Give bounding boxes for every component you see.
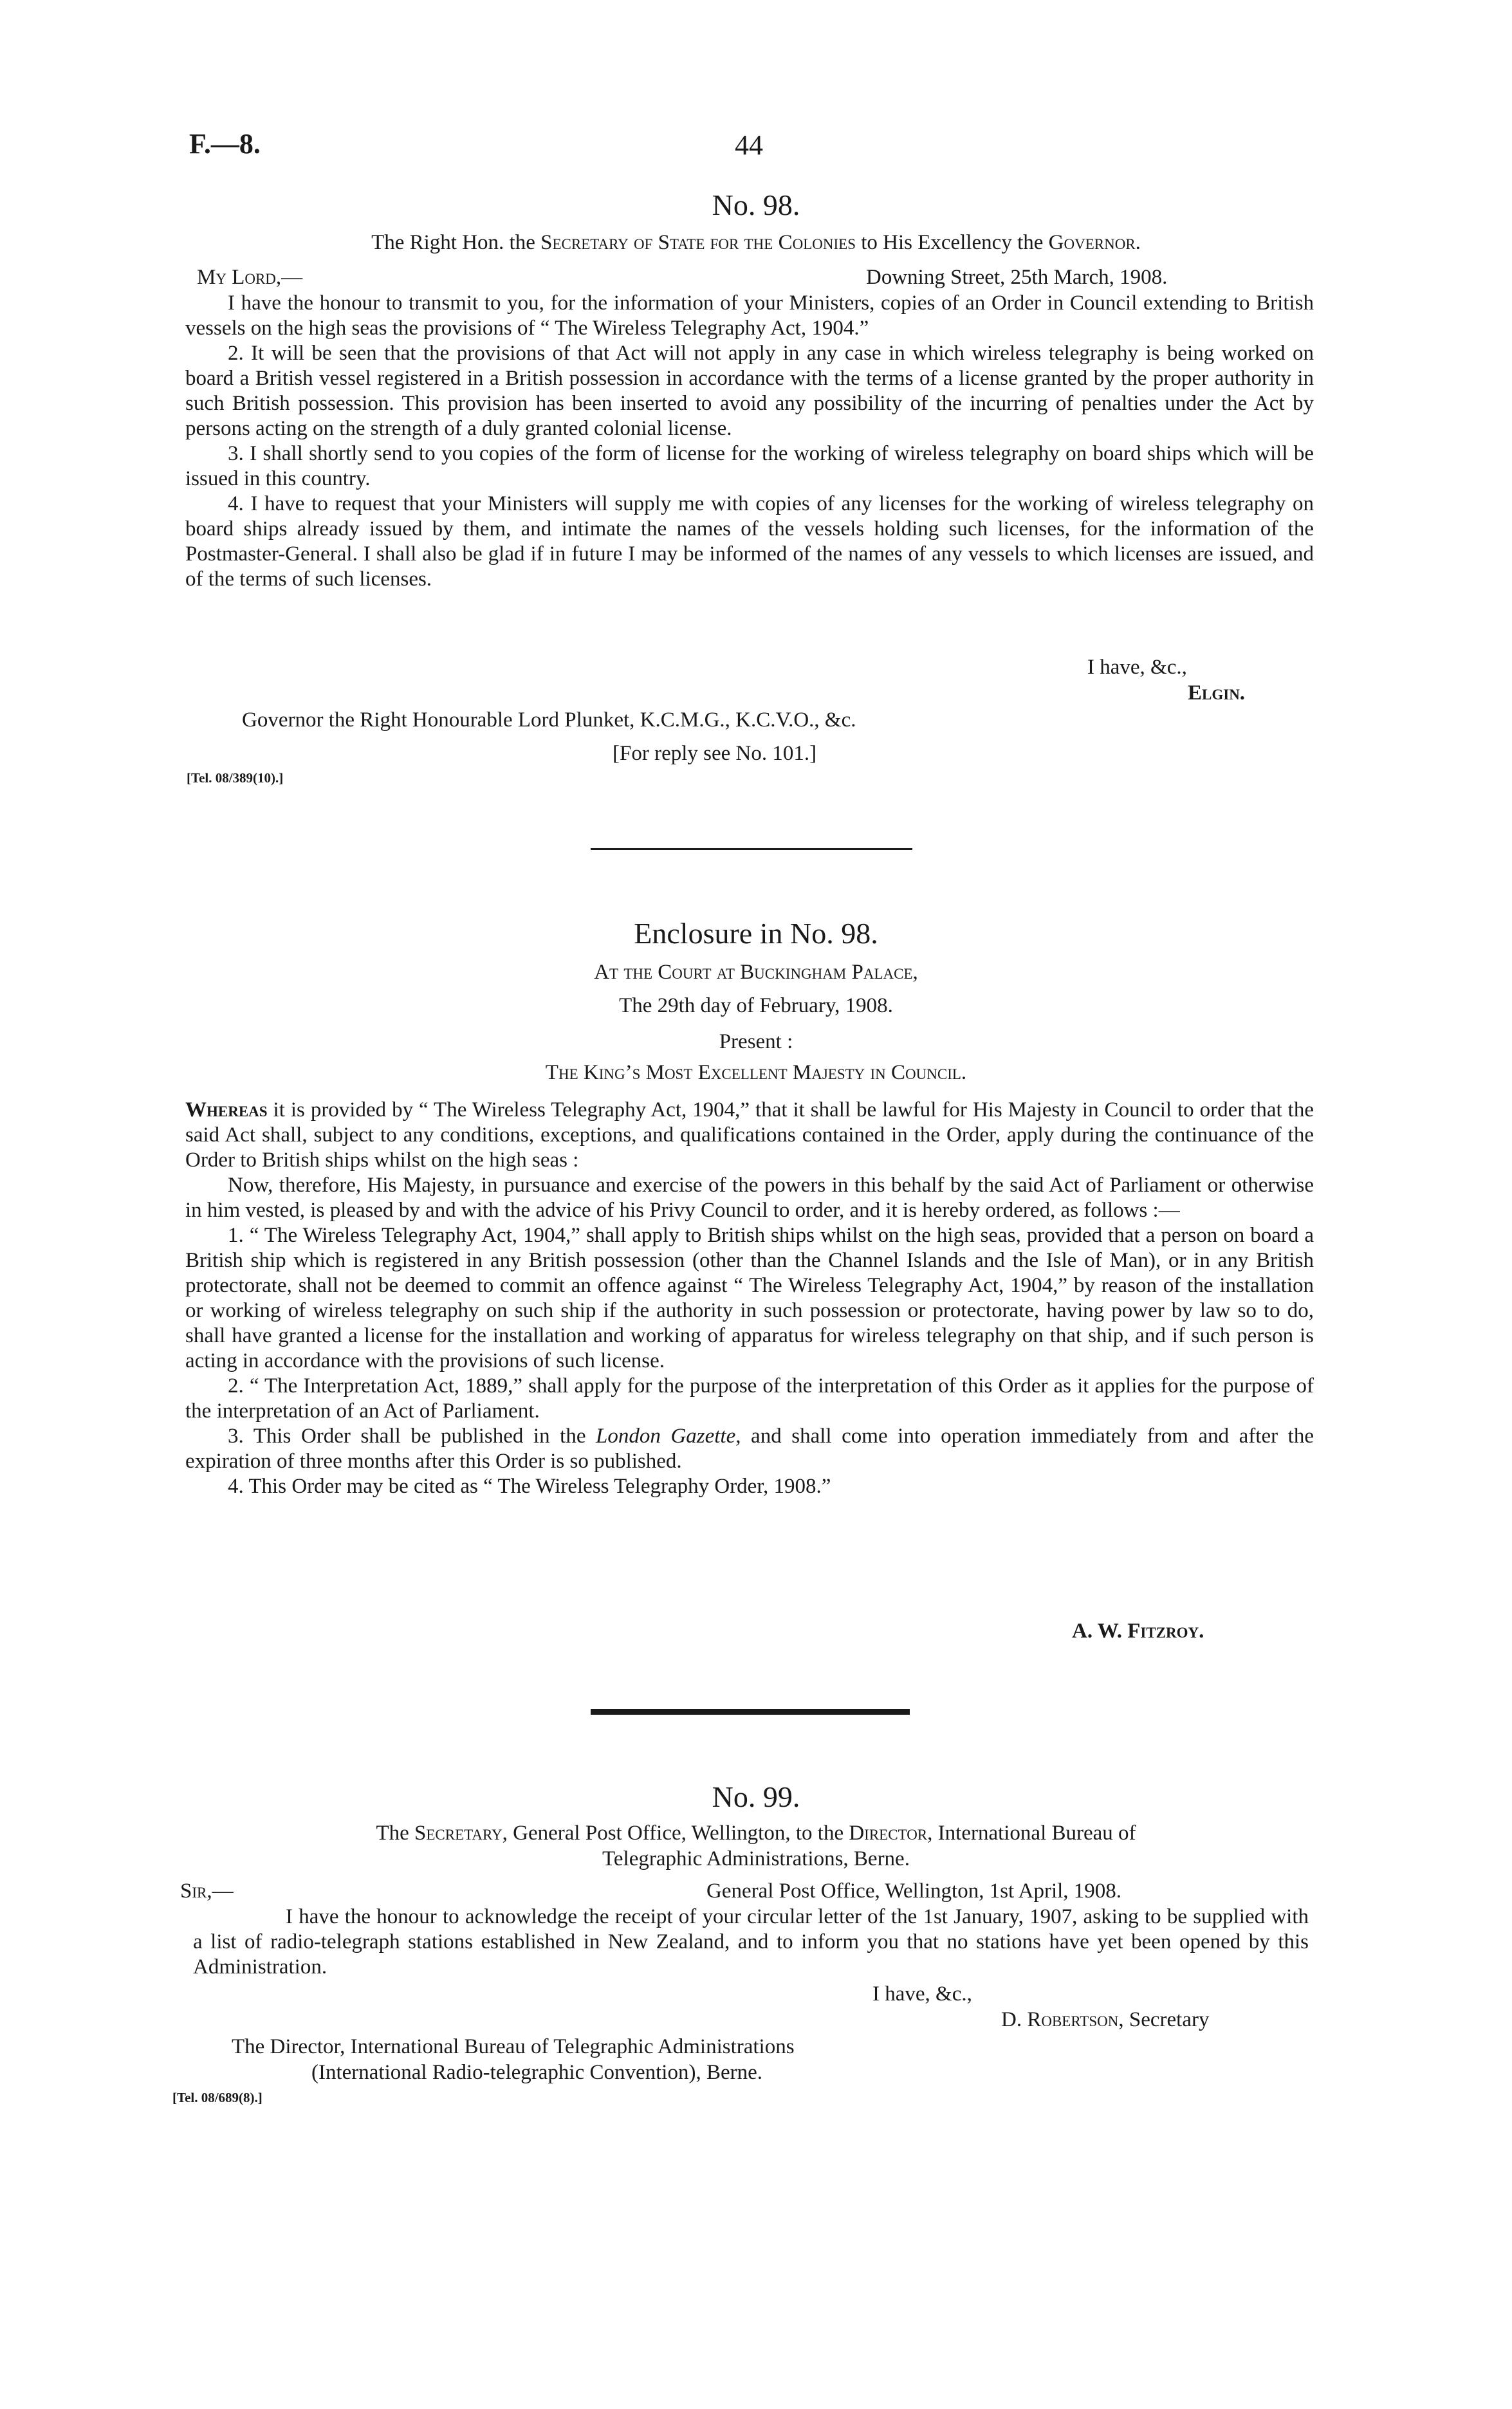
from-recipient: Governor. bbox=[1048, 231, 1141, 254]
letter-99-addressee-line-1: The Director, International Bureau of Telegraphic Administrations bbox=[232, 2035, 795, 2058]
enclosure-whereas bbox=[185, 1098, 1314, 1173]
clause-3-text-rest: , and shall come into operation immediately from and after the expiration of three months after this Order is so published. bbox=[185, 1425, 1314, 1473]
letter-99-from-line-2: Telegraphic Administrations, Berne. bbox=[602, 1847, 910, 1870]
clause-3-text: 3. This Order shall be published in the bbox=[228, 1425, 596, 1448]
from-text-mid: to His Excellency the bbox=[855, 231, 1049, 254]
letter-98-signature: Elgin. bbox=[1188, 681, 1246, 705]
signature-name: D. Robertson, bbox=[1001, 2008, 1124, 2031]
enclosure-clause-4: 4. This Order may be cited as “ The Wireless Telegraphy Order, 1908.” bbox=[228, 1475, 831, 1498]
enclosure-clause-2: 2. “ The Interpretation Act, 1889,” shall apply for the purpose of the interpretation of this Order as it applies for the purpose of the interpretation of an Act of Parliament. bbox=[185, 1374, 1314, 1423]
letter-98-from-line bbox=[0, 230, 1512, 255]
enclosure-signature: A. W. Fitzroy. bbox=[1072, 1620, 1204, 1643]
letter-99-place-date: General Post Office, Wellington, 1st April, 1908. bbox=[706, 1879, 1122, 1903]
letter-98-paragraph-3: 3. I shall shortly send to you copies of the form of license for the working of wireless telegraphy on board ships which will be issued in this country. bbox=[185, 442, 1314, 490]
enclosure-heading: Enclosure in No. 98. bbox=[634, 917, 878, 950]
clause-3-gazette: London Gazette bbox=[596, 1425, 736, 1448]
enclosure-present: Present : bbox=[719, 1030, 793, 1053]
from-sender: Secretary bbox=[414, 1822, 502, 1845]
section-divider-2 bbox=[591, 1709, 910, 1715]
enclosure-now-therefore: Now, therefore, His Majesty, in pursuance and exercise of the powers in this behalf by the said Act of Parliament or otherwise in him vested, is pleased by and with the advice of his Privy Council to order, and it is hereby ordered, as follows :— bbox=[185, 1174, 1314, 1222]
letter-99-body bbox=[193, 1905, 1309, 1980]
letter-99-file-reference: [Tel. 08/689(8).] bbox=[172, 2090, 263, 2105]
letter-98-closing: I have, &c., bbox=[1087, 656, 1187, 679]
enclosure-clause-1: 1. “ The Wireless Telegraphy Act, 1904,” shall apply to British ships whilst on the high seas, provided that a person on board a British ship which is registered in any British possession (other than the Channel Islands and the Isle of Man), or in any British protectorate, shall not be deemed to commit an offence against “ The Wireless Telegraphy Act, 1904,” by reason of the installation or working of wireless telegraphy on such ship if the authority in such possession or protectorate, having power by law so to do, shall have granted a license for the installation and working of apparatus for wireless telegraphy on that ship, and if such person is acting in accordance with the provisions of such license. bbox=[185, 1224, 1314, 1372]
letter-99-paragraph: I have the honour to acknowledge the receipt of your circular letter of the 1st January, 1907, asking to be supplied with a list of radio-telegraph stations established in New Zealand, and to inform you that no stations have yet been opened by this Administration. bbox=[193, 1905, 1309, 1979]
letter-98-addressee: Governor the Right Honourable Lord Plunket, K.C.M.G., K.C.V.O., &c. bbox=[242, 708, 856, 732]
letter-99-salutation: Sir,— bbox=[180, 1879, 234, 1903]
from-text-mid: , General Post Office, Wellington, to the bbox=[502, 1822, 849, 1845]
from-sender: Secretary of State for the Colonies bbox=[540, 231, 856, 254]
letter-98-place-date: Downing Street, 25th March, 1908. bbox=[866, 266, 1168, 289]
enclosure-body bbox=[185, 1098, 1314, 1499]
from-recipient: Director bbox=[849, 1822, 928, 1845]
letter-99-heading: No. 99. bbox=[712, 1780, 800, 1813]
enclosure-court: At the Court at Buckingham Palace, bbox=[594, 961, 918, 984]
whereas-text: it is provided by “ The Wireless Telegraphy Act, 1904,” that it shall be lawful for His Majesty in Council to order that the said Act shall, subject to any conditions, exceptions, and qualifications contained in the Order, apply during the continuance of the Order to British ships whilst on the high seas : bbox=[185, 1098, 1314, 1172]
from-text-end: , International Bureau of bbox=[927, 1822, 1136, 1845]
from-text: The Right Hon. the bbox=[371, 231, 541, 254]
letter-99-from-line-1 bbox=[0, 1821, 1512, 1846]
from-text: The bbox=[376, 1822, 415, 1845]
letter-99-signature bbox=[1001, 2008, 1209, 2033]
page-number: 44 bbox=[735, 129, 763, 161]
letter-98-heading: No. 98. bbox=[712, 189, 800, 221]
letter-99-closing: I have, &c., bbox=[872, 1982, 972, 2006]
letter-98-paragraph-2: 2. It will be seen that the provisions of that Act will not apply in any case in which wireless telegraphy is being worked on board a British vessel registered in a British possession in accordance with the terms of a license granted by the proper authority in such British possession. This provision has been inserted to avoid any possibility of the incurring of penalties under the Act by persons acting on the strength of a duly granted colonial license. bbox=[185, 342, 1314, 440]
letter-98-paragraph-4: 4. I have to request that your Ministers will supply me with copies of any licenses for the working of wireless telegraphy on board ships already issued by them, and intimate the names of the vessels holding such licenses, for the information of the Postmaster-General. I shall also be glad if in future I may be informed of the names of any vessels to which licenses are issued, and of the terms of such licenses. bbox=[185, 492, 1314, 591]
letter-98-file-reference: [Tel. 08/389(10).] bbox=[187, 770, 284, 786]
document-reference: F.—8. bbox=[189, 128, 261, 160]
section-divider-1 bbox=[591, 848, 912, 850]
letter-98-salutation: My Lord,— bbox=[197, 266, 303, 289]
letter-98-paragraph-1: I have the honour to transmit to you, for the information of your Ministers, copies of an Order in Council extending to British vessels on the high seas the provisions of “ The Wireless Telegraphy Act, 1904.” bbox=[185, 291, 1314, 340]
whereas-word: Whereas bbox=[185, 1098, 268, 1121]
enclosure-clause-3 bbox=[185, 1424, 1314, 1474]
enclosure-date: The 29th day of February, 1908. bbox=[619, 994, 893, 1017]
enclosure-council: The King’s Most Excellent Majesty in Council. bbox=[545, 1061, 967, 1084]
letter-98-body bbox=[185, 291, 1314, 592]
letter-98-reply-note: [For reply see No. 101.] bbox=[613, 742, 817, 765]
signature-title: Secretary bbox=[1123, 2008, 1210, 2031]
letter-99-addressee-line-2: (International Radio-telegraphic Convention), Berne. bbox=[311, 2061, 763, 2084]
